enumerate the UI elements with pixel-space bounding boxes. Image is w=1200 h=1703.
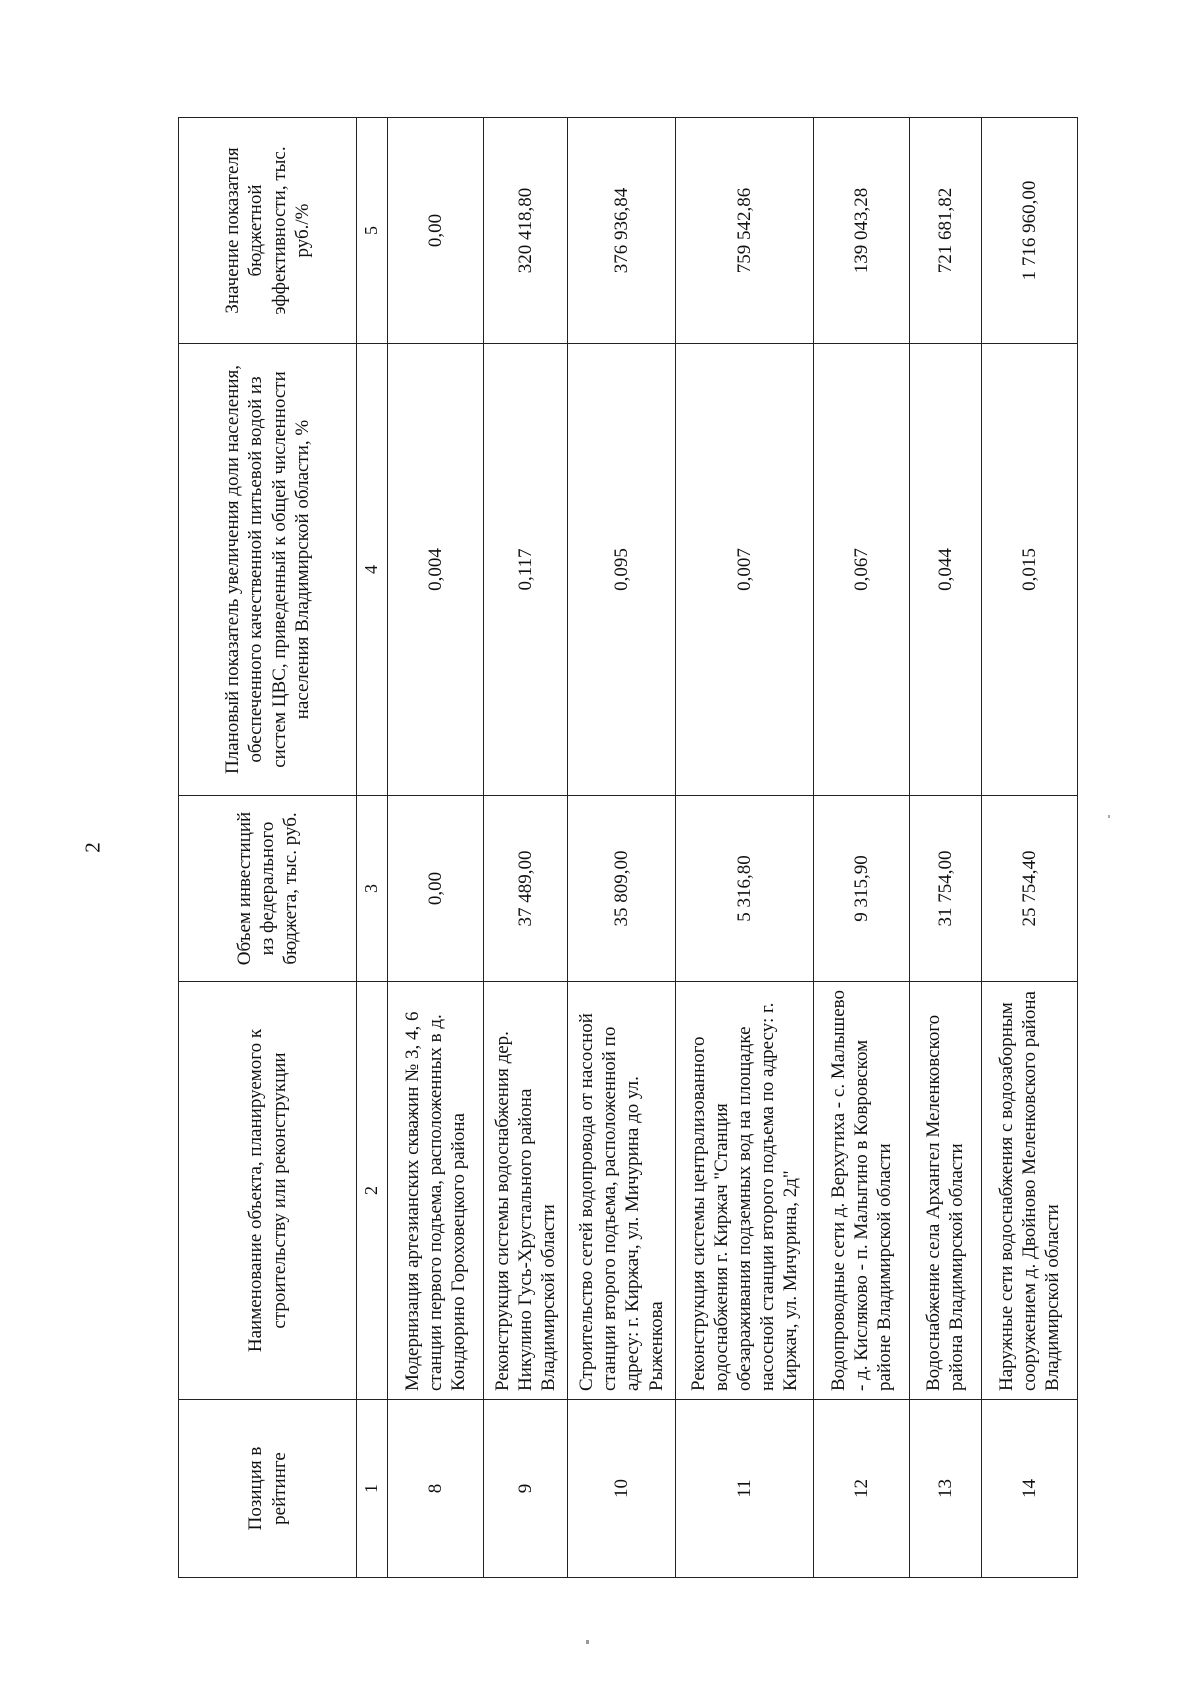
cell-planned-share: 0,067 bbox=[813, 344, 909, 796]
cell-investment: 0,00 bbox=[387, 796, 483, 982]
cell-investment: 9 315,90 bbox=[813, 796, 909, 982]
cell-object-name: Строительство сетей водопровода от насосной станции второго подъема, расположенной по адресу: г. Киржач, ул. Мичурина до ул. Рыженкова bbox=[567, 982, 675, 1400]
cell-position: 9 bbox=[483, 1400, 567, 1578]
cell-position: 12 bbox=[813, 1400, 909, 1578]
cell-position: 10 bbox=[567, 1400, 675, 1578]
table-row bbox=[567, 118, 675, 1578]
cell-position: 8 bbox=[387, 1400, 483, 1578]
header-planned-share: Плановый показатель увеличения доли населения, обеспеченного качественной питьевой водой из систем ЦВС, приведенный к общей численности населения Владимирской области, % bbox=[179, 344, 357, 796]
cell-object-name: Водопроводные сети д. Верхутиха - с. Малышево - д. Кисляково - п. Малыгино в Ковровском районе Владимирской области bbox=[813, 982, 909, 1400]
cell-planned-share: 0,044 bbox=[909, 344, 981, 796]
cell-efficiency: 376 936,84 bbox=[567, 118, 675, 344]
cell-efficiency: 139 043,28 bbox=[813, 118, 909, 344]
cell-investment: 31 754,00 bbox=[909, 796, 981, 982]
scan-speck bbox=[1108, 815, 1110, 818]
column-number: 1 bbox=[357, 1400, 388, 1578]
page-number: 2 bbox=[80, 842, 105, 853]
cell-planned-share: 0,095 bbox=[567, 344, 675, 796]
cell-planned-share: 0,015 bbox=[981, 344, 1077, 796]
cell-efficiency: 721 681,82 bbox=[909, 118, 981, 344]
rotated-table-container bbox=[178, 118, 1070, 1578]
cell-position: 13 bbox=[909, 1400, 981, 1578]
cell-planned-share: 0,004 bbox=[387, 344, 483, 796]
cell-investment: 35 809,00 bbox=[567, 796, 675, 982]
column-number: 5 bbox=[357, 118, 388, 344]
cell-investment: 25 754,40 bbox=[981, 796, 1077, 982]
cell-investment: 5 316,80 bbox=[675, 796, 813, 982]
table-row bbox=[981, 118, 1077, 1578]
scan-speck bbox=[586, 1640, 589, 1644]
table-row bbox=[483, 118, 567, 1578]
cell-efficiency: 0,00 bbox=[387, 118, 483, 344]
cell-position: 11 bbox=[675, 1400, 813, 1578]
rating-table bbox=[178, 117, 1078, 1578]
cell-object-name: Водоснабжение села Архангел Меленковского района Владимирской области bbox=[909, 982, 981, 1400]
cell-object-name: Реконструкция системы водоснабжения дер. Никулино Гусь-Хрустального района Владимирской области bbox=[483, 982, 567, 1400]
table-row bbox=[909, 118, 981, 1578]
header-object-name: Наименование объекта, планируемого к строительству или реконструкции bbox=[179, 982, 357, 1400]
cell-efficiency: 320 418,80 bbox=[483, 118, 567, 344]
cell-object-name: Модернизация артезианских скважин № 3, 4, 6 станции первого подъема, расположенных в д. Кондюрино Гороховецкого района bbox=[387, 982, 483, 1400]
cell-planned-share: 0,007 bbox=[675, 344, 813, 796]
cell-object-name: Реконструкция системы централизованного водоснабжения г. Киржач "Станция обезараживания подземных вод на площадке насосной станции второго подъема по адресу: г. Киржач, ул. Мичурина, 2д" bbox=[675, 982, 813, 1400]
table-row bbox=[675, 118, 813, 1578]
header-efficiency: Значение показателя бюджетной эффективности, тыс. руб./% bbox=[179, 118, 357, 344]
rating-table-frame bbox=[178, 118, 1070, 1578]
table-row bbox=[813, 118, 909, 1578]
column-number: 4 bbox=[357, 344, 388, 796]
column-number-row bbox=[357, 118, 388, 1578]
cell-object-name: Наружные сети водоснабжения с водозаборным сооружением д. Двойново Меленковского района Владимирской области bbox=[981, 982, 1077, 1400]
table-row bbox=[387, 118, 483, 1578]
cell-efficiency: 759 542,86 bbox=[675, 118, 813, 344]
header-investment: Объем инвестиций из федерального бюджета, тыс. руб. bbox=[179, 796, 357, 982]
column-number: 3 bbox=[357, 796, 388, 982]
column-number: 2 bbox=[357, 982, 388, 1400]
cell-investment: 37 489,00 bbox=[483, 796, 567, 982]
cell-efficiency: 1 716 960,00 bbox=[981, 118, 1077, 344]
cell-position: 14 bbox=[981, 1400, 1077, 1578]
header-position: Позиция в рейтинге bbox=[179, 1400, 357, 1578]
header-row bbox=[179, 118, 357, 1578]
cell-planned-share: 0,117 bbox=[483, 344, 567, 796]
